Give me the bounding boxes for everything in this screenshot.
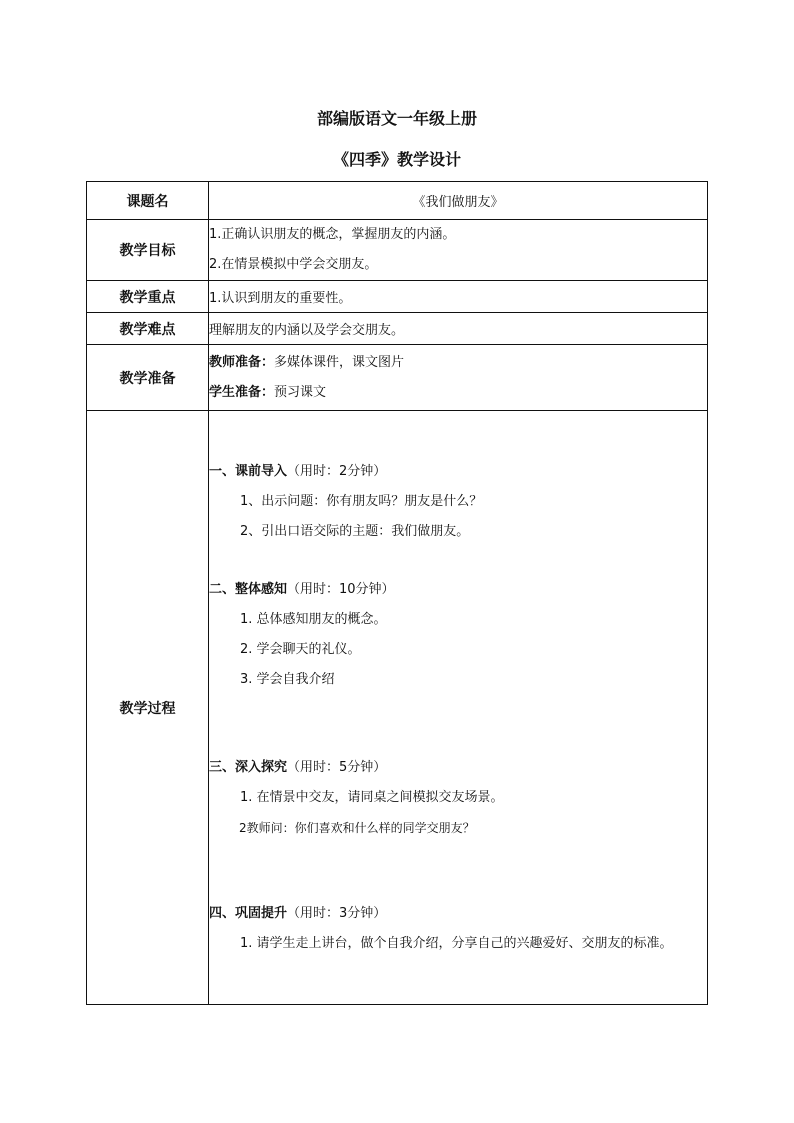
section-4-item-1: 1. 请学生走上讲台，做个自我介绍，分享自己的兴趣爱好、交朋友的标准。 bbox=[240, 935, 673, 951]
teacher-preparation bbox=[209, 348, 707, 378]
row-process bbox=[87, 411, 708, 1005]
goal-item-2: 2.在情景模拟中学会交朋友。 bbox=[209, 257, 378, 272]
section-3-title: 三、深入探究 bbox=[209, 759, 288, 775]
student-preparation-label: 学生准备： bbox=[209, 384, 275, 400]
teacher-preparation-label: 教师准备： bbox=[209, 354, 275, 370]
goals-label: 教学目标 bbox=[87, 220, 209, 281]
student-preparation-value: 预习课文 bbox=[274, 384, 327, 400]
section-4-time: （用时：3分钟） bbox=[287, 905, 387, 921]
goals-content bbox=[209, 220, 708, 281]
section-1-item-1: 1、出示问题：你有朋友吗？朋友是什么？ bbox=[240, 493, 483, 509]
section-1-item-2: 2、引出口语交际的主题：我们做朋友。 bbox=[240, 523, 470, 539]
section-4-title: 四、巩固提升 bbox=[209, 905, 288, 921]
section-3-time: （用时：5分钟） bbox=[287, 759, 387, 775]
document-title: 部编版语文一年级上册 bbox=[316, 109, 477, 128]
process-label: 教学过程 bbox=[87, 411, 209, 1005]
section-1-time: （用时：2分钟） bbox=[287, 463, 387, 479]
process-section-3-heading bbox=[209, 753, 707, 783]
row-preparation bbox=[87, 345, 708, 411]
row-goals bbox=[87, 220, 708, 281]
row-topic bbox=[87, 182, 708, 220]
difficulty-value: 理解朋友的内涵以及学会交朋友。 bbox=[209, 313, 708, 345]
section-2-item-3: 3. 学会自我介绍 bbox=[240, 671, 335, 687]
row-keypoint bbox=[87, 281, 708, 313]
keypoint-label: 教学重点 bbox=[87, 281, 209, 313]
process-section-2-heading bbox=[209, 575, 707, 605]
document-subtitle: 《四季》教学设计 bbox=[332, 150, 461, 169]
keypoint-value: 1.认识到朋友的重要性。 bbox=[209, 281, 708, 313]
process-section-1-heading bbox=[209, 457, 707, 487]
difficulty-label: 教学难点 bbox=[87, 313, 209, 345]
topic-value: 《我们做朋友》 bbox=[209, 182, 708, 220]
teacher-preparation-value: 多媒体课件，课文图片 bbox=[274, 354, 405, 370]
section-3-item-1: 1. 在情景中交友，请同桌之间模拟交友场景。 bbox=[240, 789, 504, 805]
student-preparation bbox=[209, 378, 707, 408]
section-1-title: 一、课前导入 bbox=[209, 463, 288, 479]
preparation-content bbox=[209, 345, 708, 411]
process-section-4-heading bbox=[209, 899, 707, 929]
topic-label: 课题名 bbox=[87, 182, 209, 220]
section-2-time: （用时：10分钟） bbox=[287, 581, 395, 597]
section-2-item-1: 1. 总体感知朋友的概念。 bbox=[240, 611, 387, 627]
section-2-item-2: 2. 学会聊天的礼仪。 bbox=[240, 641, 361, 657]
goal-item-1: 1.正确认识朋友的概念，掌握朋友的内涵。 bbox=[209, 227, 456, 242]
row-difficulty bbox=[87, 313, 708, 345]
lesson-plan-table bbox=[86, 181, 708, 1005]
section-3-item-2: 2教师问：你们喜欢和什么样的同学交朋友？ bbox=[239, 820, 475, 835]
process-content bbox=[209, 411, 708, 1005]
section-2-title: 二、整体感知 bbox=[209, 581, 288, 597]
preparation-label: 教学准备 bbox=[87, 345, 209, 411]
